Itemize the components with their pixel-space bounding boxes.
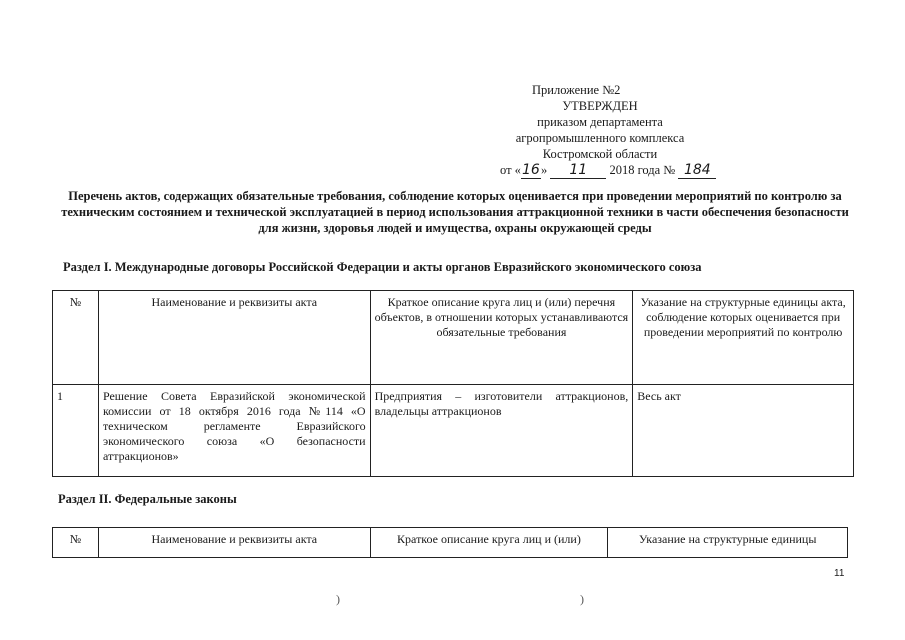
order-label: приказом департамента bbox=[537, 115, 663, 129]
header-act-name: Наименование и реквизиты акта bbox=[98, 291, 370, 385]
footer-mark-right: ) bbox=[580, 592, 584, 606]
handwritten-month: 11 bbox=[550, 162, 606, 179]
appendix-label: Приложение №2 bbox=[532, 83, 621, 97]
handwritten-order-number: 184 bbox=[678, 162, 716, 179]
header-description: Краткое описание круга лиц и (или) bbox=[370, 528, 608, 558]
table-header-row bbox=[53, 528, 848, 558]
approved-label: УТВЕРЖДЕН bbox=[562, 99, 638, 113]
header-structural-units: Указание на структурные единицы bbox=[608, 528, 848, 558]
department-label: агропромышленного комплекса bbox=[515, 131, 685, 145]
section-2-table bbox=[52, 527, 848, 558]
date-close-quote: » bbox=[540, 163, 548, 177]
row-description: Предприятия – изготовители аттракционов, владельцы аттракционов bbox=[370, 385, 633, 477]
header-structural-units: Указание на структурные единицы акта, соблюдение которых оценивается при проведении мероприятий по контролю bbox=[633, 291, 854, 385]
row-act-name: Решение Совета Евразийской экономической комиссии от 18 октября 2016 года №114 «О техническом регламенте Евразийского экономического союза «О безопасности аттракционов» bbox=[98, 385, 370, 477]
approval-block bbox=[495, 82, 711, 179]
region-label: Костромской области bbox=[542, 147, 658, 161]
header-number: № bbox=[53, 528, 99, 558]
row-number: 1 bbox=[53, 385, 99, 477]
page-number: 11 bbox=[834, 568, 845, 579]
section-1-heading: Раздел I. Международные договоры Российской Федерации и акты органов Евразийского экономического союза bbox=[63, 260, 702, 274]
year-text: 2018 года № bbox=[609, 163, 676, 177]
handwritten-day: 16 bbox=[522, 162, 540, 178]
header-description: Краткое описание круга лиц и (или) перечня объектов, в отношении которых устанавливаются обязательные требования bbox=[370, 291, 633, 385]
section-2-heading: Раздел II. Федеральные законы bbox=[58, 492, 237, 506]
table-row bbox=[53, 385, 854, 477]
date-prefix: от « bbox=[500, 163, 521, 177]
row-structural-units: Весь акт bbox=[633, 385, 854, 477]
document-title: Перечень актов, содержащих обязательные требования, соблюдение которых оценивается при проведении мероприятий по контролю за техническим состоянием и технической эксплуатацией в период использования аттракционной техники в части обеспечения безопасности для жизни, здоровья людей и имущества, охраны окружающей среды bbox=[61, 189, 849, 235]
table-header-row bbox=[53, 291, 854, 385]
header-number: № bbox=[53, 291, 99, 385]
footer-mark-left: ) bbox=[336, 592, 340, 606]
section-1-table bbox=[52, 290, 854, 477]
header-act-name: Наименование и реквизиты акта bbox=[98, 528, 370, 558]
order-date-line bbox=[495, 162, 711, 179]
